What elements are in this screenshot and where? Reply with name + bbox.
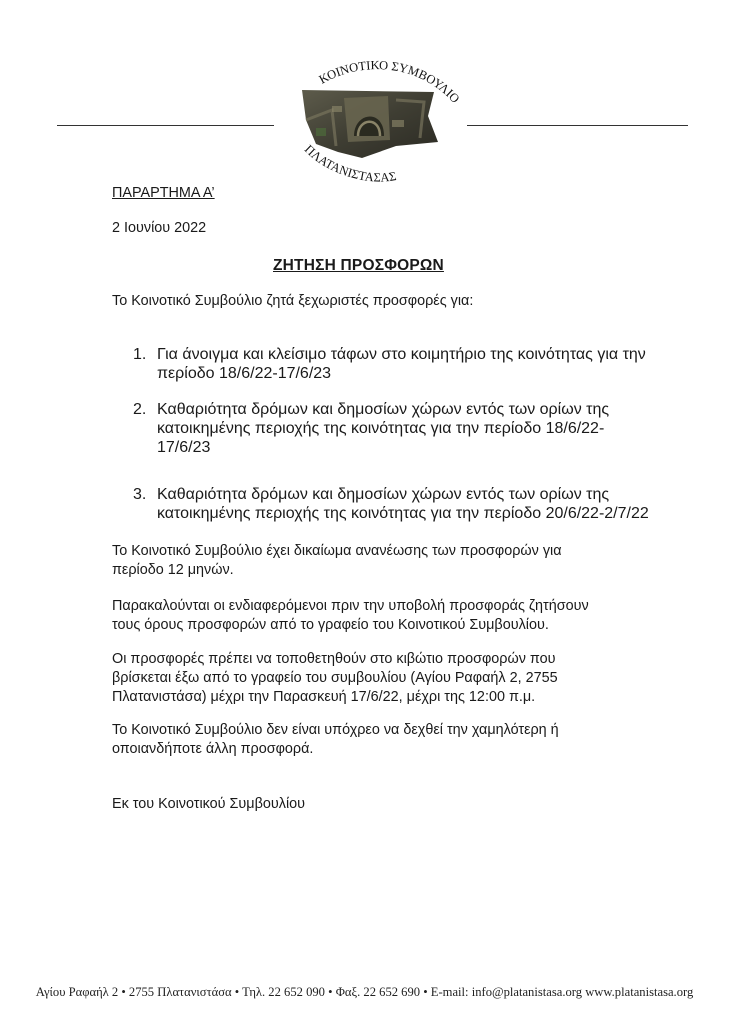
signature: Εκ του Κοινοτικού Συμβουλίου xyxy=(112,796,306,812)
document-title: ΖΗΤΗΣΗ ΠΡΟΣΦΟΡΩΝ xyxy=(273,257,444,274)
paragraph-line: περίοδο 12 μηνών. xyxy=(112,562,234,578)
paragraph-line: Πλατανιστάσα) μέχρι την Παρασκευή 17/6/22, μέχρι της 12:00 π.μ. xyxy=(112,689,536,705)
header-rule-right xyxy=(467,125,688,126)
annex-label: ΠΑΡΑΡΤΗΜΑ Α’ xyxy=(112,185,215,201)
paragraph-line: βρίσκεται έξω από το γραφείο του συμβουλίου (Αγίου Ραφαήλ 2, 2755 xyxy=(112,670,558,686)
list-item-line: Καθαριότητα δρόμων και δημοσίων χώρων εντός των ορίων της xyxy=(157,401,610,418)
list-item-number: 3. xyxy=(133,486,147,503)
list-item-line: 17/6/23 xyxy=(157,439,211,456)
paragraph-line: Το Κοινοτικό Συμβούλιο έχει δικαίωμα ανανέωσης των προσφορών για xyxy=(112,543,562,559)
paragraph-line: Παρακαλούνται οι ενδιαφερόμενοι πριν την υποβολή προσφοράς ζητήσουν xyxy=(112,598,589,614)
document-date: 2 Ιουνίου 2022 xyxy=(112,220,207,236)
paragraph-line: Το Κοινοτικό Συμβούλιο δεν είναι υπόχρεο να δεχθεί την χαμηλότερη ή xyxy=(112,722,559,738)
logo-text-top: ΚΟΙΝΟΤΙΚΟ ΣΥΜΒΟΥΛΙΟ xyxy=(316,58,463,106)
logo-photo xyxy=(302,90,438,158)
list-item-line: Καθαριότητα δρόμων και δημοσίων χώρων εντός των ορίων της xyxy=(157,486,610,503)
paragraph-line: Οι προσφορές πρέπει να τοποθετηθούν στο κιβώτιο προσφορών που xyxy=(112,651,556,667)
list-item-number: 1. xyxy=(133,346,147,363)
header-rule-left xyxy=(57,125,274,126)
intro-text: Το Κοινοτικό Συμβούλιο ζητά ξεχωριστές προσφορές για: xyxy=(112,293,474,309)
council-logo xyxy=(292,50,468,190)
list-item-number: 2. xyxy=(133,401,147,418)
list-item-line: κατοικημένης περιοχής της κοινότητας για την περίοδο 18/6/22- xyxy=(157,420,605,437)
list-item-line: Για άνοιγμα και κλείσιμο τάφων στο κοιμητήριο της κοινότητας για την xyxy=(157,346,646,363)
logo-text-bottom: ΠΛΑΤΑΝΙΣΤΑΣΑΣ xyxy=(301,142,398,185)
list-item-line: περίοδο 18/6/22-17/6/23 xyxy=(157,365,332,382)
footer-contact: Αγίου Ραφαήλ 2 • 2755 Πλατανιστάσα • Τηλ. 22 652 090 • Φαξ. 22 652 690 • E-mail: info@platanistasa.org www.platanistasa.org xyxy=(35,985,694,999)
paragraph-line: οποιανδήποτε άλλη προσφορά. xyxy=(112,741,314,757)
list-item-line: κατοικημένης περιοχής της κοινότητας για την περίοδο 20/6/22-2/7/22 xyxy=(157,505,649,522)
paragraph-line: τους όρους προσφορών από το γραφείο του Κοινοτικού Συμβουλίου. xyxy=(112,617,549,633)
